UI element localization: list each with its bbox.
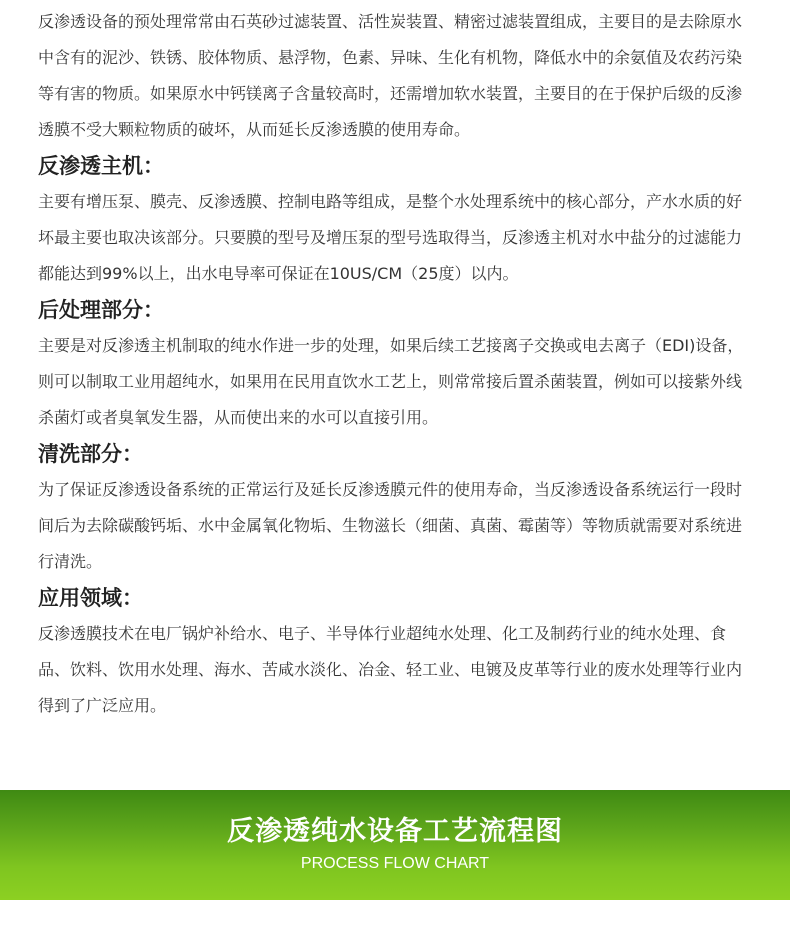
section-paragraph-cleaning: 为了保证反渗透设备系统的正常运行及延长反渗透膜元件的使用寿命，当反渗透设备系统运行一段时间后为去除碳酸钙垢、水中金属氧化物垢、生物滋长（细菌、真菌、霉菌等）等物质就需要对系统进行清洗。 — [38, 480, 743, 571]
section-heading-post-treatment: 后处理部分： — [38, 298, 164, 322]
banner-subtitle: PROCESS FLOW CHART — [300, 855, 490, 872]
section-heading-main-unit: 反渗透主机： — [38, 154, 164, 178]
section-heading-cleaning: 清洗部分： — [38, 442, 143, 466]
process-flow-banner — [0, 790, 790, 900]
section-heading-applications: 应用领域： — [38, 586, 143, 610]
banner-title: 反渗透纯水设备工艺流程图 — [227, 816, 563, 847]
pretreatment-paragraph: 反渗透设备的预处理常常由石英砂过滤装置、活性炭装置、精密过滤装置组成，主要目的是去除原水中含有的泥沙、铁锈、胶体物质、悬浮物，色素、异味、生化有机物，降低水中的余氨值及农药污染等有害的物质。如果原水中钙镁离子含量较高时，还需增加软水装置，主要目的在于保护后级的反渗透膜不受大颗粒物质的破坏，从而延长反渗透膜的使用寿命。 — [38, 12, 743, 139]
section-paragraph-post-treatment: 主要是对反渗透主机制取的纯水作进一步的处理，如果后续工艺接离子交换或电去离子（EDI)设备，则可以制取工业用超纯水，如果用在民用直饮水工艺上，则常常接后置杀菌装置，例如可以接紫外线杀菌灯或者臭氧发生器，从而使出来的水可以直接引用。 — [38, 336, 744, 427]
section-paragraph-applications: 反渗透膜技术在电厂锅炉补给水、电子、半导体行业超纯水处理、化工及制药行业的纯水处理、食品、饮料、饮用水处理、海水、苦咸水淡化、冶金、轻工业、电镀及皮革等行业的废水处理等行业内得到了广泛应用。 — [38, 624, 743, 715]
article-body — [38, 4, 750, 724]
section-paragraph-main-unit: 主要有增压泵、膜壳、反渗透膜、控制电路等组成，是整个水处理系统中的核心部分，产水水质的好坏最主要也取决该部分。只要膜的型号及增压泵的型号选取得当，反渗透主机对水中盐分的过滤能力都能达到99%以上，出水电导率可保证在10US/CM（25度）以内。 — [38, 192, 743, 283]
